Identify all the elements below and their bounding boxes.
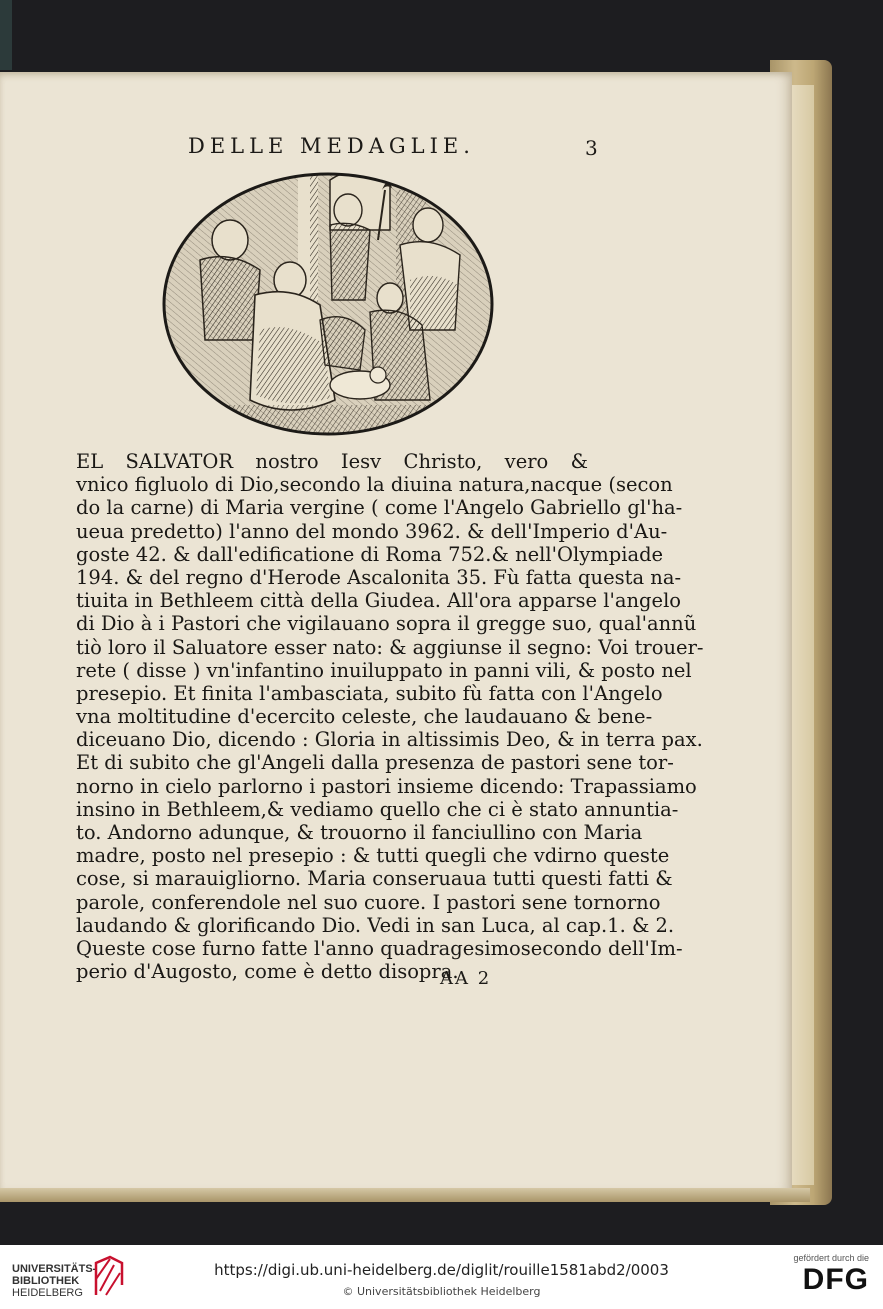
logo-line: HEIDELBERG [12, 1287, 83, 1299]
body-text [76, 450, 704, 984]
text-line: Et di subito che gl'Angeli dalla presenza de pastori sene tor- [76, 751, 674, 775]
text-line: to. Andorno adunque, & trouorno il fanciullino con Maria [76, 821, 643, 844]
text-line: insino in Bethleem,& vediamo quello che ci è stato annuntia- [76, 797, 679, 821]
text-line: parole, conferendole nel suo cuore. I pastori sene tornorno [76, 890, 661, 914]
running-head: DELLE MEDAGLIE. [188, 134, 475, 158]
page-bottom-edge [0, 1188, 810, 1202]
text-line: vna moltitudine d'ecercito celeste, che laudauano & bene- [76, 705, 653, 729]
page-edges [792, 85, 814, 1185]
signature-mark: AA 2 [440, 968, 492, 989]
text-line: tiò loro il Saluatore esser nato: & aggiunse il segno: Voi trouer- [76, 635, 704, 659]
logo-line: BIBLIOTHEK [12, 1275, 80, 1287]
text-line: EL SALVATOR nostro Iesv Christo, vero & [76, 450, 588, 473]
text-line: goste 42. & dall'edificatione di Roma 752.& nell'Olympiade [76, 542, 664, 566]
text-line: ueua predetto) l'anno del mondo 3962. & dell'Imperio d'Au- [76, 519, 668, 543]
text-line: laudando & glorificando Dio. Vedi in san Luca, al cap.1. & 2. [76, 913, 675, 937]
text-line: vnico figluolo di Dio,secondo la diuina natura,nacque (secon [76, 473, 673, 497]
text-line: Queste cose furno fatte l'anno quadragesimosecondo dell'Im- [76, 936, 683, 960]
page-number: 3 [585, 136, 598, 160]
text-line: rete ( disse ) vn'infantino inuiluppato in panni vili, & posto nel [76, 658, 692, 682]
spine-edge [0, 0, 12, 70]
text-line: perio d'Augosto, come è detto disopra. [76, 960, 459, 984]
text-line: cose, si marauigliorno. Maria conseruaua tutti questi fatti & [76, 867, 673, 891]
text-line: 194. & del regno d'Herode Ascalonita 35. Fù fatta questa na- [76, 565, 682, 589]
text-line: di Dio à i Pastori che vigilauano sopra il gregge suo, qual'annũ [76, 612, 697, 636]
nativity-engraving [160, 170, 496, 438]
text-line: diceuano Dio, dicendo : Gloria in altissimis Deo, & in terra pax. [76, 728, 703, 752]
logo-line: UNIVERSITÄTS- [12, 1263, 97, 1275]
text-line: do la carne) di Maria vergine ( come l'Angelo Gabriello gl'ha- [76, 496, 683, 520]
funder-note: gefördert durch die [793, 1253, 869, 1263]
text-line: presepio. Et finita l'ambasciata, subito fù fatta con l'Angelo [76, 681, 663, 705]
text-line: tiuita in Bethleem città della Giudea. All'ora apparse l'angelo [76, 589, 682, 613]
text-line: madre, posto nel presepio : & tutti quegli che vdirno queste [76, 844, 670, 868]
document-url[interactable]: https://digi.ub.uni-heidelberg.de/diglit/rouille1581abd2/0003 [214, 1261, 669, 1279]
text-line: norno in cielo parlorno i pastori insieme dicendo: Trapassiamo [76, 774, 697, 798]
viewer-footer [0, 1245, 883, 1309]
copyright-notice: © Universitätsbibliothek Heidelberg [342, 1285, 541, 1298]
dfg-logo[interactable]: DFG [802, 1263, 869, 1296]
